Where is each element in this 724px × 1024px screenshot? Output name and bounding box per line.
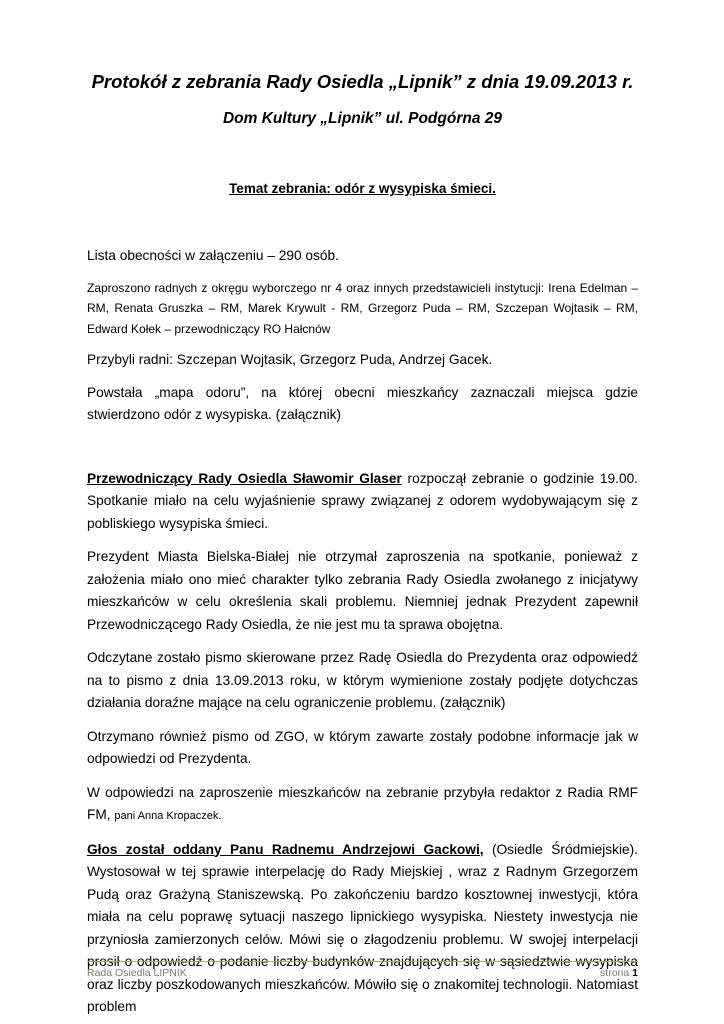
paragraph-letter: Odczytane zostało pismo skierowane przez Radę Osiedla do Prezydenta oraz odpowiedź na to pismo z dnia 13.09.2013 roku, w którym wymienione zostały podjęte dotychczas działania doraźne mające na celu ograniczenie problemu. (załącznik) (87, 650, 638, 710)
paragraph-president: Prezydent Miasta Bielska-Białej nie otrzymał zaproszenia na spotkanie, ponieważ z założenia miało ono mieć charakter tylko zebrania Rady Osiedla zwołanego z inicjatywy mieszkańców w celu określenia skali problemu. Niemniej jednak Prezydent zapewnił Przewodniczącego Rady Osiedla, że nie jest mu ta sprawa obojętna. (87, 549, 638, 632)
meeting-topic-text: Temat zebrania: odór z wysypiska śmieci. (229, 181, 496, 196)
document-title: Protokół z zebrania Rady Osiedla „Lipnik” z dnia 19.09.2013 r. (91, 71, 634, 92)
footer-divider (87, 961, 638, 962)
document-body (87, 245, 638, 1019)
chairman-name: Przewodniczący Rady Osiedla Sławomir Glaser (87, 470, 402, 486)
paragraph-gacek (87, 839, 638, 1019)
footer-page-label: strona (600, 967, 633, 979)
paragraph-attendance: Lista obecności w załączeniu – 290 osób. (87, 248, 339, 263)
paragraph-gacek-text: (Osiedle Śródmiejskie). Wystosował w tej sprawie interpelację do Rady Miejskiej , wraz z Radnym Grzegorzem Pudą oraz Grażyną Staniszewską. Po zakończeniu bardzo kosztownej inwestycji, która miała na celu poprawę sytuacji naszego lipnickiego wysypiska. Niestety inwestycja nie przyniosła zamierzonych celów. Mówi się o złagodzeniu problemu. W swojej interpelacji prosił o odpowiedź o podanie liczby budynków znajdujących się w sąsiedztwie wysypiska oraz liczby poszkodowanych mieszkańców. Mówiło się o znakomitej technologii. Natomiast problem (87, 841, 638, 1014)
paragraph-zgo: Otrzymano również pismo od ZGO, w którym zawarte zostały podobne informacje jak w odpowiedzi od Prezydenta. (87, 728, 638, 766)
footer-page-number: 1 (632, 967, 638, 979)
footer-organization: Rada Osiedla LIPNIK (87, 967, 187, 979)
paragraph-opening-text: rozpoczął zebranie o godzinie 19.00. Spotkanie miało na celu wyjaśnienie sprawy związanej z odorem wydobywającym się z pobliskiego wysypiska śmieci. (87, 470, 638, 531)
paragraph-odor-map: Powstała „mapa odoru”, na której obecni mieszkańcy zaznaczali miejsca gdzie stwierdzono odór z wysypiska. (załącznik) (87, 384, 638, 422)
document-subtitle: Dom Kultury „Lipnik” ul. Podgórna 29 (222, 110, 502, 127)
paragraph-radio-text: W odpowiedzi na zaproszenie mieszkańców na zebranie przybyła redaktor z Radia RMF FM, (87, 784, 638, 822)
paragraph-invited: Zaproszono radnych z okręgu wyborczego nr 4 oraz innych przedstawicieli instytucji: Irena Edelman – RM, Renata Gruszka – RM, Marek Krywult - RM, Grzegorz Puda – RM, Szczepan Wojtasik – RM, Edward Kołek – przewodniczący RO Hałcnów (87, 280, 638, 336)
footer-page (600, 967, 638, 979)
gacek-lead: Głos został oddany Panu Radnemu Andrzejowi Gackowi, (87, 841, 484, 857)
paragraph-opening (87, 468, 638, 536)
paragraph-radio (87, 782, 638, 828)
paragraph-radio-name: pani Anna Kropaczek. (114, 810, 222, 822)
paragraph-present-councillors: Przybyli radni: Szczepan Wojtasik, Grzegorz Puda, Andrzej Gacek. (87, 352, 493, 367)
meeting-topic (87, 180, 638, 198)
